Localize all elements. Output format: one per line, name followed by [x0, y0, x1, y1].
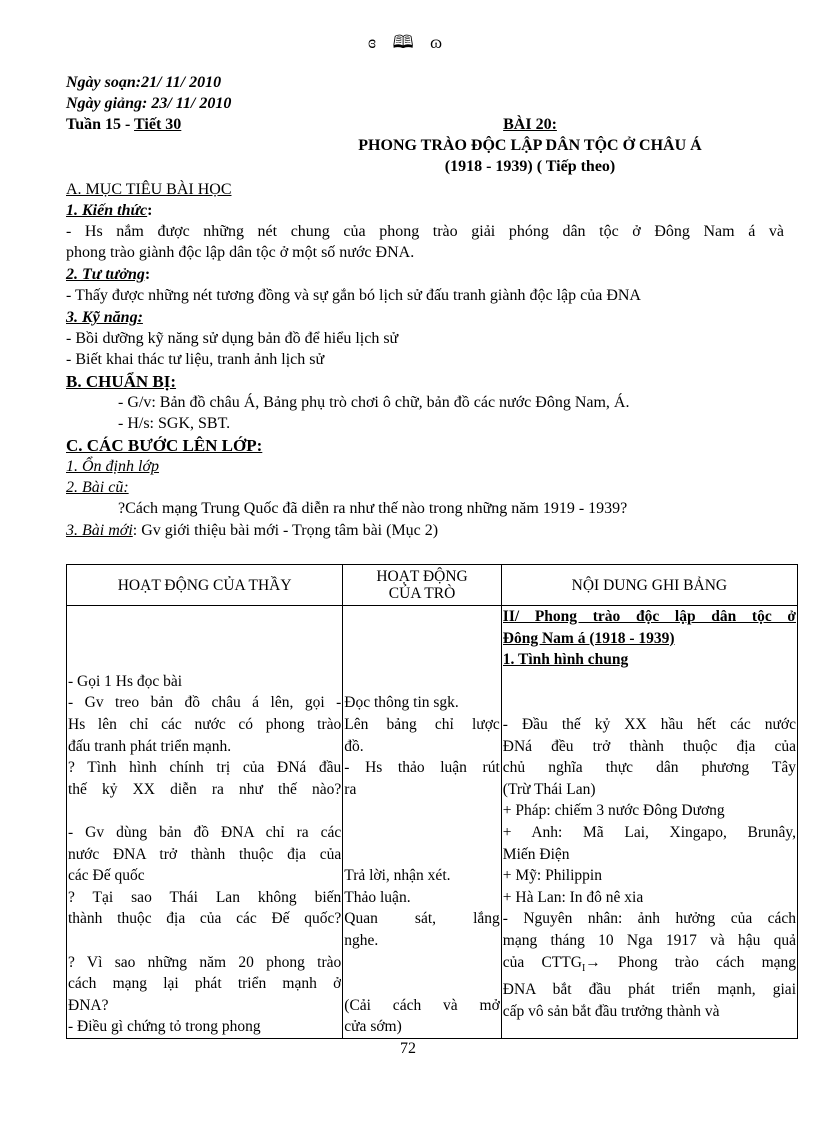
board-content-line: Đông Nam á (1918 - 1939): [502, 629, 675, 647]
step-3: [66, 522, 438, 540]
teacher-activity-line: - Gv treo bản đồ châu á lên, gọi -: [68, 694, 342, 712]
step-1: 1. Ổn định lớp: [66, 458, 159, 475]
teacher-activity-line: thành thuộc địa của các Đế quốc?: [68, 910, 342, 928]
teacher-activity-line: - Gv dùng bản đồ ĐNA chỉ ra các: [68, 823, 342, 841]
lesson-title: PHONG TRÀO ĐỘC LẬP DÂN TỘC Ở CHÂU Á: [358, 137, 702, 154]
student-activity-line: [344, 800, 500, 822]
student-activity-line: [344, 671, 500, 693]
step-3-label: 3. Bài mới: [66, 522, 133, 539]
board-content-line: - Nguyên nhân: ảnh hưởng của cách: [502, 910, 796, 928]
page-number: 72: [400, 1040, 416, 1057]
header-student-line-1: HOẠT ĐỘNG: [376, 568, 468, 585]
lesson-years: (1918 - 1939) ( Tiếp theo): [444, 158, 616, 175]
date-taught: Ngày giảng: 23/ 11/ 2010: [66, 95, 232, 112]
student-activity-line: [344, 952, 500, 974]
period-label: Tiết 30: [134, 116, 182, 133]
knowledge-text-1: - Hs nắm được những nét chung của phong trào giải phóng dân tộc ở Đông Nam á và: [66, 223, 784, 240]
knowledge-colon: :: [147, 202, 153, 219]
student-activity-line: ra: [344, 780, 357, 798]
header-teacher-activity: HOẠT ĐỘNG CỦA THẦY: [67, 565, 343, 606]
teacher-activity-line: các Đế quốc: [68, 867, 145, 885]
teacher-activity-line: đấu tranh phát triển mạnh.: [68, 737, 232, 755]
step-3-text: : Gv giới thiệu bài mới - Trọng tâm bài (Mục 2): [132, 522, 439, 539]
board-content-line: ĐNA bắt đầu phát triển mạnh, giai: [502, 981, 796, 999]
board-content-line: cấp vô sản bắt đầu trưởng thành và: [502, 1002, 720, 1020]
board-content-subscript: I: [581, 962, 586, 974]
step-2: 2. Bài cũ:: [66, 479, 129, 496]
page-ornament: ɞ 🕮 ɷ: [367, 32, 449, 52]
board-content-line: [503, 952, 796, 980]
header-board-content: NỘI DUNG GHI BẢNG: [501, 565, 797, 606]
teacher-activity-line: Hs lên chỉ các nước có phong trào: [68, 715, 342, 733]
student-activity-line: [344, 844, 500, 866]
board-content-line: [503, 671, 796, 693]
student-activity-line: [344, 973, 500, 995]
lesson-activity-table: [66, 564, 798, 1039]
knowledge-text-2: phong trào giành độc lập dân tộc ở một số nước ĐNA.: [66, 244, 415, 261]
teacher-activity-line: [68, 800, 341, 822]
board-content-line: (Trừ Thái Lan): [502, 780, 596, 798]
student-activity-line: [344, 822, 500, 844]
teacher-activity-line: ? Vì sao những năm 20 phong trào: [68, 953, 342, 971]
knowledge-heading: [66, 202, 152, 220]
date-prepared: Ngày soạn:21/ 11/ 2010: [66, 74, 222, 91]
board-content-line: ĐNá đều trở thành thuộc địa của: [502, 737, 796, 755]
teacher-activity-line: cách mạng lại phát triển mạnh ở: [68, 975, 342, 993]
board-content-line: mạng tháng 10 Nga 1917 và hậu quả: [502, 931, 796, 949]
table-row: [67, 606, 798, 1039]
teacher-activity-line: [68, 649, 341, 671]
student-activity-line: Đọc thông tin sgk.: [344, 694, 459, 712]
week-label: Tuần 15 -: [66, 116, 135, 133]
student-activity-line: nghe.: [344, 931, 379, 949]
student-activity-cell: [343, 606, 502, 1039]
teacher-activity-line: - Gọi 1 Hs đọc bài: [68, 672, 183, 690]
board-content-text: của CTTG: [502, 953, 582, 971]
student-activity-line: Quan sát, lắng: [344, 910, 500, 928]
knowledge-label: 1. Kiến thức: [66, 202, 148, 219]
teacher-activity-line: [68, 606, 341, 628]
skills-text-2: - Biết khai thác tư liệu, tranh ảnh lịch sử: [66, 351, 325, 368]
attitude-colon: :: [144, 266, 151, 283]
teacher-activity-line: [68, 930, 341, 952]
board-content-line: - Đầu thế kỷ XX hầu hết các nước: [502, 715, 796, 733]
section-b-title: B. CHUẨN BỊ:: [66, 372, 177, 391]
student-activity-line: - Hs thảo luận rút: [344, 759, 500, 777]
board-content-line: + Pháp: chiếm 3 nước Đông Dương: [502, 802, 725, 820]
board-content-line: II/ Phong trào độc lập dân tộc ở: [502, 608, 796, 625]
student-activity-line: đồ.: [344, 737, 364, 755]
teacher-activity-line: ? Tại sao Thái Lan không biến: [68, 888, 342, 906]
teacher-activity-cell: [67, 606, 343, 1039]
table-header-row: [67, 565, 798, 606]
step-2-question: ?Cách mạng Trung Quốc đã diễn ra như thế nào trong những năm 1919 - 1939?: [118, 500, 628, 517]
attitude-heading: [66, 266, 150, 284]
section-c-title: C. CÁC BƯỚC LÊN LỚP:: [66, 436, 263, 455]
prep-teacher: - G/v: Bản đồ châu Á, Bảng phụ trò chơi ô chữ, bản đồ các nước Đông Nam, Á.: [118, 394, 630, 411]
skills-heading: 3. Kỹ năng:: [66, 309, 143, 326]
teacher-activity-line: - Điều gì chứng tỏ trong phong: [68, 1018, 261, 1036]
board-content-line: [503, 692, 796, 714]
teacher-activity-line: thế kỷ XX diễn ra như thế nào?: [68, 780, 342, 798]
student-activity-line: [344, 606, 500, 628]
teacher-activity-line: [68, 628, 341, 650]
student-activity-line: [344, 628, 500, 650]
student-activity-line: Lên bảng chỉ lược: [344, 715, 500, 733]
week-period: [66, 116, 181, 134]
header-student-line-2: CỦA TRÒ: [388, 585, 456, 602]
board-content-cell: [501, 606, 797, 1039]
skills-text-1: - Bồi dưỡng kỹ năng sử dụng bản đồ để hiểu lịch sử: [66, 330, 399, 347]
attitude-label: 2. Tư tưởng: [66, 266, 145, 283]
teacher-activity-line: nước ĐNA trở thành thuộc địa của: [68, 845, 342, 863]
board-content-line: + Hà Lan: In đô nê xia: [502, 888, 644, 906]
board-content-line: 1. Tình hình chung: [502, 651, 629, 669]
attitude-text: - Thấy được những nét tương đồng và sự gắn bó lịch sử đấu tranh giành độc lập của ĐNA: [66, 287, 641, 304]
prep-student: - H/s: SGK, SBT.: [118, 415, 231, 432]
board-content-line: + Mỹ: Philippin: [502, 867, 602, 885]
board-content-text: → Phong trào cách mạng: [585, 953, 796, 971]
teacher-activity-line: ? Tình hình chính trị của ĐNá đầu: [68, 759, 342, 777]
student-activity-line: [344, 649, 500, 671]
student-activity-line: Trả lời, nhận xét.: [344, 867, 451, 885]
student-activity-line: (Cải cách và mở: [344, 996, 500, 1014]
board-content-line: Miến Điện: [502, 845, 570, 863]
header-student-activity: [343, 565, 502, 606]
board-content-line: chủ nghĩa thực dân phương Tây: [502, 759, 796, 777]
student-activity-line: cửa sớm): [344, 1018, 402, 1036]
board-content-line: + Anh: Mã Lai, Xingapo, Brunây,: [502, 823, 796, 841]
lesson-number: BÀI 20:: [503, 116, 557, 133]
student-activity-line: Thảo luận.: [344, 888, 411, 906]
teacher-activity-line: ĐNA?: [68, 996, 109, 1014]
section-a-title: A. MỤC TIÊU BÀI HỌC: [66, 181, 232, 198]
